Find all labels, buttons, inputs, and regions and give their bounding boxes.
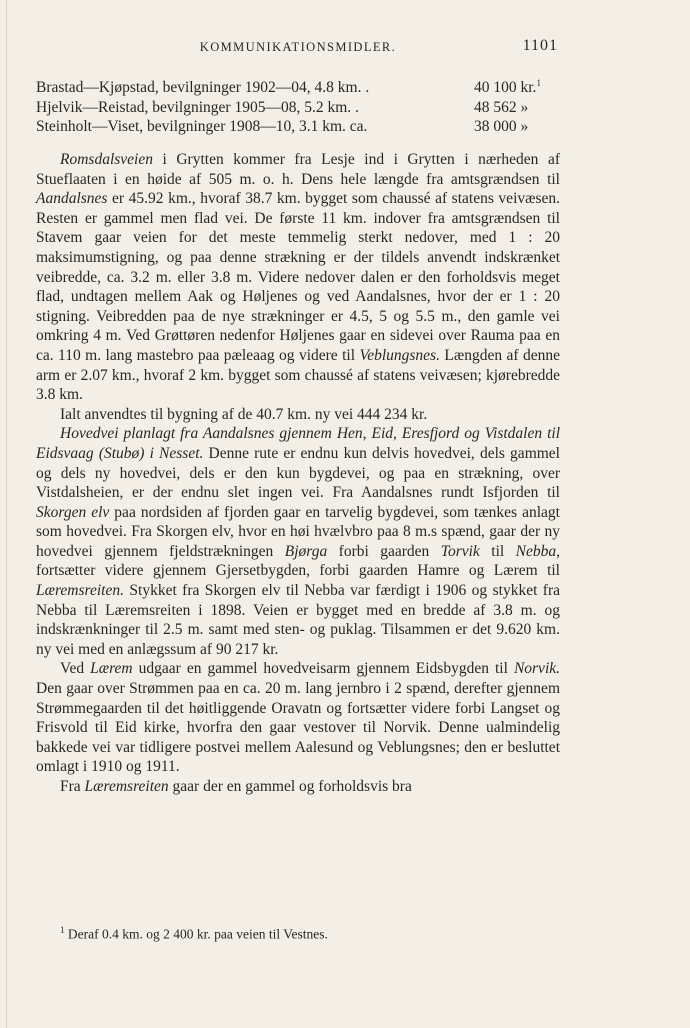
grant-amount: 38 000 » <box>474 118 529 135</box>
grant-text: Brastad—Kjøpstad, bevilgninger 1902—04, 4.8 km. . <box>36 79 370 96</box>
running-header: KOMMUNIKATIONSMIDLER. <box>199 40 397 54</box>
paragraph-romsdalsveien: Romsdalsveien i Grytten kommer fra Lesje ind i Grytten i nærheden af Stueflaaten i en høide af 505 m. o. h. Dens hele længde fra amtsgrændsen til Aandalsnes er 45.92 km., hvoraf 38.7 km. bygget som chaussé af statens veivæsen. Resten er gammel men flad vei. De første 11 km. indover fra amtsgrændsen til Stavem gaar veien for det meste temmelig sterkt nedover, med 1 : 20 maksimumstigning, og paa denne strækning er der tildels anvendt indskrænket veibredde, ca. 3.2 m. eller 3.8 m. Videre nedover dalen er den forholdsvis meget flad, undtagen mellem Aak og Høljenes og ved Aandalsnes, hvor der er 1 : 20 stigning. Veibredden paa de nye strækninger er 4.5, 5 og 5.5 m., den gamle vei omkring 4 m. Ved Grøttøren nedenfor Høljenes gaar en sidevei over Rauma paa en ca. 110 m. lang mastebro paa pæleaag og videre til Veblungsnes. Længden af denne arm er 2.07 km., hvoraf 2 km. bygget som chaussé af statens veivæsen; kjørebredde 3.8 km. <box>36 151 560 404</box>
page-edge-line <box>6 0 7 1028</box>
paragraph-laeremsreiten: Fra Læremsreiten gaar der en gammel og forholdsvis bra <box>60 778 412 795</box>
paragraph-laerem: Ved Lærem udgaar en gammel hovedveisarm gjennem Eidsbygden til Norvik. Den gaar over Strømmen paa en ca. 20 m. lang jernbro i 2 spænd, derefter gjennem Strømmegaarden til det høitliggende Oravatn og fortsætter videre forbi Langset og Frisvold til Eid kirke, hvorfra den gaar vestover til Norvik. Denne ualmindelig bakkede vei var tidligere postvei mellem Aalesund og Veblungsnes; den er besluttet omlagt i 1910 og 1911. <box>36 660 560 776</box>
grant-row <box>36 98 560 118</box>
grant-amount: 48 562 » <box>474 98 529 116</box>
grant-row <box>36 78 560 98</box>
body-text <box>36 150 560 797</box>
grant-amount: 40 100 kr.$^1$ <box>474 77 541 96</box>
grant-row <box>36 117 560 137</box>
grants-list <box>36 78 560 137</box>
grant-text: Steinholt—Viset, bevilgninger 1908—10, 3.1 km. ca. <box>36 118 368 135</box>
footnote: $^1$ Deraf 0.4 km. og 2 400 kr. paa veien til Vestnes. <box>60 925 328 942</box>
footnote-mark: 1 <box>60 925 65 935</box>
page-number: 1101 <box>522 37 558 54</box>
paragraph-total: Ialt anvendtes til bygning af de 40.7 km. ny vei 444 234 kr. <box>60 405 428 423</box>
paragraph-hovedvei: Hovedvei planlagt fra Aandalsnes gjennem Hen, Eid, Eresfjord og Vistdalen til Eidsvaag (Stubø) i Nesset. Denne rute er endnu kun delvis hovedvei, dels gammel og dels ny hovedvei, dels er den kun bygdevei, og paa en strækning, over Vistdalsheien, er der endnu slet ingen vei. Fra Aandalsnes rundt Isfjorden til Skorgen elv paa nordsiden af fjorden gaar en tarvelig bygdevei, som tænkes anlagt som hovedvei. Fra Skorgen elv, hvor en høi hvælvbro paa 8 m.s spænd, gaar der ny hovedvei gjennem fjeldstrækningen Bjørga forbi gaarden Torvik til Nebba, fortsætter videre gjennem Gjersetbygden, forbi gaarden Hamre og Lærem til Læremsreiten. Stykket fra Skorgen elv til Nebba var færdigt i 1906 og stykket fra Nebba til Læremsreiten i 1898. Veien er bygget med en bredde af 3.8 m. og indskrænkninger til 2.5 m. samt med sten- og puklag. Tilsammen er det 9.620 km. ny vei med en anlægssum af 90 217 kr. <box>36 425 560 658</box>
grant-text: Hjelvik—Reistad, bevilgninger 1905—08, 5.2 km. . <box>36 98 359 116</box>
footnote-ref: 1 <box>536 77 541 88</box>
